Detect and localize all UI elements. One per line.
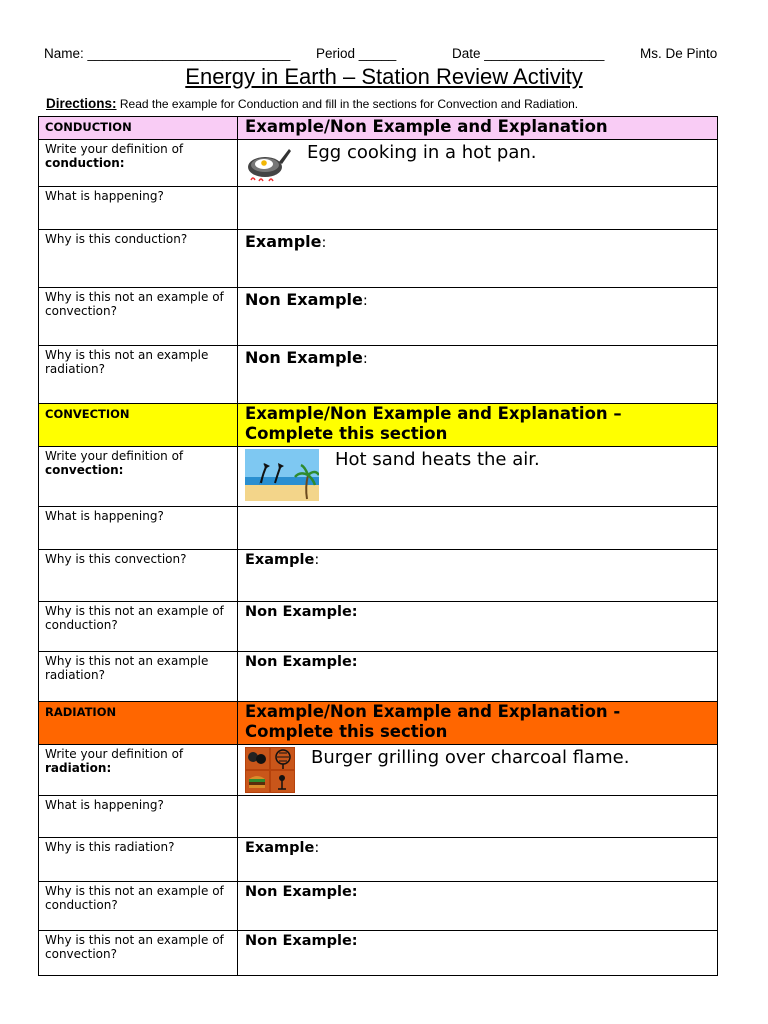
convection-happening-prompt: What is happening? [39, 507, 238, 550]
radiation-why-row [39, 838, 718, 882]
frying-pan-egg-icon [245, 142, 291, 184]
non-example-label: Non Example: [245, 604, 358, 620]
teacher-name: Ms. De Pinto [640, 46, 718, 61]
example-label: Example [245, 232, 322, 251]
radiation-not1-prompt: Why is this not an example of conduction? [39, 882, 238, 931]
radiation-not2-row [39, 931, 718, 976]
radiation-example-cell[interactable] [238, 745, 718, 796]
conduction-not1-answer[interactable] [238, 288, 718, 346]
convection-why-row [39, 550, 718, 602]
label-colon: : [314, 552, 320, 568]
label-colon: : [362, 293, 368, 309]
non-example-label: Non Example [245, 290, 363, 309]
conduction-heading: Example/Non Example and Explanation [238, 117, 718, 140]
radiation-happening-prompt: What is happening? [39, 796, 238, 838]
conduction-header-row [39, 117, 718, 140]
conduction-definition-row [39, 140, 718, 187]
worksheet-header [44, 46, 720, 64]
radiation-header-row [39, 702, 718, 745]
non-example-label: Non Example [245, 348, 363, 367]
radiation-not2-answer[interactable] [238, 931, 718, 976]
convection-definition-row [39, 447, 718, 507]
radiation-not2-prompt: Why is this not an example of convection? [39, 931, 238, 976]
convection-heading: Example/Non Example and Explanation – Complete this section [238, 404, 718, 447]
convection-why-prompt: Why is this convection? [39, 550, 238, 602]
conduction-why-answer[interactable] [238, 230, 718, 288]
name-field: Name: ___________________________ [44, 46, 291, 61]
label-colon: : [321, 235, 327, 251]
date-field: Date ________________ [452, 46, 605, 61]
convection-example-cell[interactable] [238, 447, 718, 507]
directions-label: Directions: [46, 96, 117, 111]
convection-not1-prompt: Why is this not an example of conduction? [39, 602, 238, 652]
conduction-example-text: Egg cooking in a hot pan. [307, 142, 537, 163]
convection-example-text: Hot sand heats the air. [335, 449, 540, 470]
beach-heat-icon [245, 449, 319, 501]
example-label: Example [245, 840, 315, 856]
conduction-label: CONDUCTION [39, 117, 238, 140]
convection-not1-answer[interactable] [238, 602, 718, 652]
conduction-happening-prompt: What is happening? [39, 187, 238, 230]
conduction-not1-row [39, 288, 718, 346]
radiation-label: RADIATION [39, 702, 238, 745]
conduction-happening-answer[interactable] [238, 187, 718, 230]
page-title: Energy in Earth – Station Review Activity [185, 64, 583, 89]
directions-text: Read the example for Conduction and fill in the sections for Convection and Radiation. [119, 97, 579, 111]
definition-term: radiation: [45, 761, 112, 775]
non-example-label: Non Example: [245, 933, 358, 949]
convection-happening-row [39, 507, 718, 550]
radiation-happening-answer[interactable] [238, 796, 718, 838]
definition-prefix: Write your definition of [45, 747, 184, 761]
label-colon: : [362, 351, 368, 367]
convection-not2-answer[interactable] [238, 652, 718, 702]
radiation-not1-answer[interactable] [238, 882, 718, 931]
review-table [38, 116, 718, 976]
convection-not1-row [39, 602, 718, 652]
convection-happening-answer[interactable] [238, 507, 718, 550]
convection-header-row [39, 404, 718, 447]
grill-burger-icon [245, 747, 295, 793]
period-field: Period _____ [316, 46, 397, 61]
conduction-example-cell[interactable] [238, 140, 718, 187]
definition-prefix: Write your definition of [45, 142, 184, 156]
conduction-why-row [39, 230, 718, 288]
label-colon: : [314, 840, 320, 856]
definition-prefix: Write your definition of [45, 449, 184, 463]
definition-term: conduction: [45, 156, 125, 170]
radiation-example-text: Burger grilling over charcoal flame. [311, 747, 630, 768]
conduction-not2-row [39, 346, 718, 404]
radiation-why-answer[interactable] [238, 838, 718, 882]
non-example-label: Non Example: [245, 654, 358, 670]
conduction-not2-prompt: Why is this not an example radiation? [39, 346, 238, 404]
directions [46, 96, 578, 111]
convection-not2-row [39, 652, 718, 702]
conduction-happening-row [39, 187, 718, 230]
definition-term: convection: [45, 463, 124, 477]
radiation-definition-prompt [39, 745, 238, 796]
non-example-label: Non Example: [245, 884, 358, 900]
convection-label: CONVECTION [39, 404, 238, 447]
example-label: Example [245, 552, 315, 568]
radiation-why-prompt: Why is this radiation? [39, 838, 238, 882]
convection-not2-prompt: Why is this not an example radiation? [39, 652, 238, 702]
radiation-happening-row [39, 796, 718, 838]
conduction-definition-prompt [39, 140, 238, 187]
radiation-heading: Example/Non Example and Explanation - Complete this section [238, 702, 718, 745]
convection-why-answer[interactable] [238, 550, 718, 602]
convection-definition-prompt [39, 447, 238, 507]
radiation-definition-row [39, 745, 718, 796]
conduction-not1-prompt: Why is this not an example of convection? [39, 288, 238, 346]
radiation-not1-row [39, 882, 718, 931]
conduction-why-prompt: Why is this conduction? [39, 230, 238, 288]
conduction-not2-answer[interactable] [238, 346, 718, 404]
